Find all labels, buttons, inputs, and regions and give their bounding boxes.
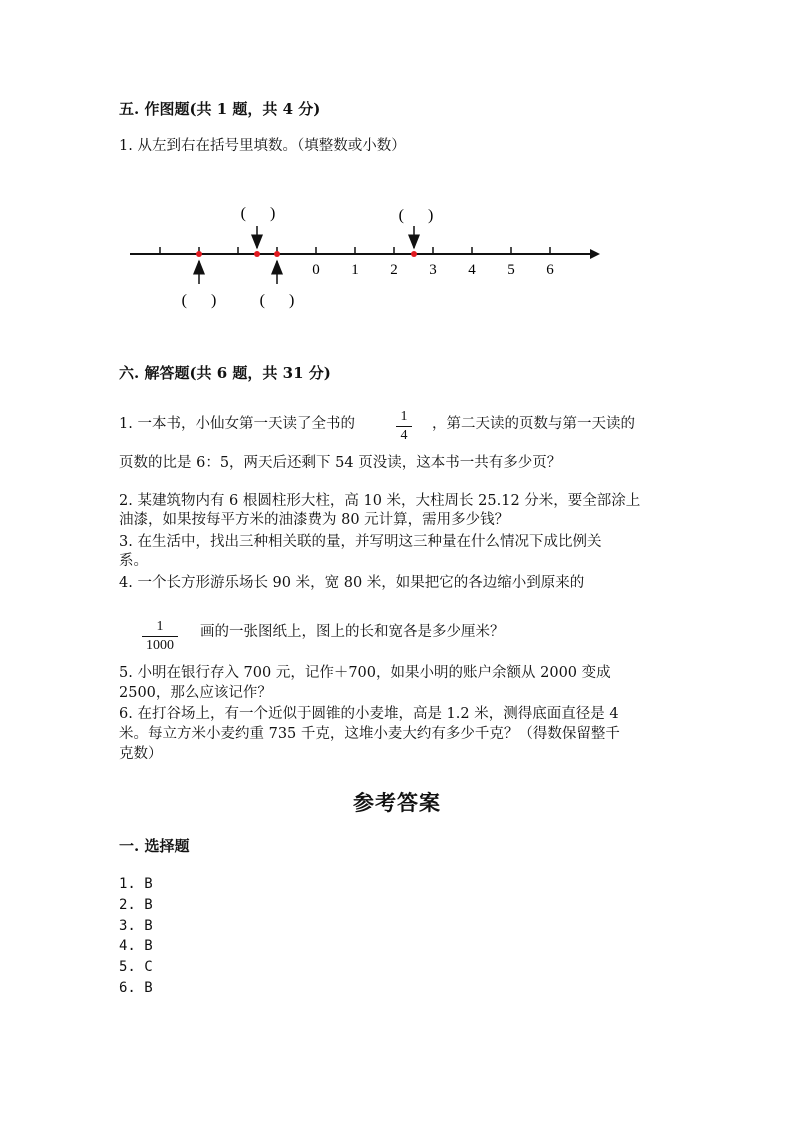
point-b <box>254 251 260 257</box>
q1-fraction <box>396 409 412 444</box>
section6-q6-line2: 米。每立方米小麦约重 735 千克，这堆小麦大约有多少千克？（得数保留整千 <box>119 726 620 742</box>
q4-fraction-numerator: 1 <box>156 619 164 634</box>
number-line-ticks <box>160 247 550 254</box>
q1-fraction-denominator: 4 <box>400 428 408 443</box>
tick-label-1: 1 <box>351 262 359 278</box>
section6-q6-line1: 6. 在打谷场上，有一个近似于圆锥的小麦堆，高是 1.2 米，测得底面直径是 4 <box>119 706 619 722</box>
point-c <box>274 251 280 257</box>
section6-q3-line2: 系。 <box>119 553 148 569</box>
tick-label-3: 3 <box>429 262 437 278</box>
tick-label-5: 5 <box>507 262 515 278</box>
section6-q1-part1: 1. 一本书，小仙女第一天读了全书的 <box>119 416 355 432</box>
section6-q2-line2: 油漆，如果按每平方米的油漆费为 80 元计算，需用多少钱？ <box>119 512 510 528</box>
answer-item-1: 1. B <box>119 876 153 892</box>
section6-q2-line1: 2. 某建筑物内有 6 根圆柱形大柱，高 10 米，大柱周长 25.12 分米，要全部涂上 <box>119 493 641 509</box>
answer-item-4: 4. B <box>119 938 153 954</box>
section6-heading: 六. 解答题(共 6 题，共 31 分) <box>119 364 331 382</box>
answer-bracket-c: ( ) <box>259 292 295 309</box>
section6-q1-part2: ，第二天读的页数与第一天读的 <box>432 416 635 432</box>
tick-label-4: 4 <box>468 262 476 278</box>
section6-q4-line1: 4. 一个长方形游乐场长 90 米，宽 80 米，如果把它的各边缩小到原来的 <box>119 575 585 591</box>
answers-section1-heading: 一. 选择题 <box>119 837 190 855</box>
number-line-figure <box>0 195 794 320</box>
point-a <box>196 251 202 257</box>
section6-q6-line3: 克数） <box>119 746 163 762</box>
answer-bracket-d: ( ) <box>398 207 434 224</box>
tick-label-0: 0 <box>312 262 320 278</box>
answer-bracket-a: ( ) <box>181 292 217 309</box>
answers-title: 参考答案 <box>353 790 441 815</box>
section6-q5-line2: 2500，那么应该记作？ <box>119 685 272 701</box>
section6-q5-line1: 5. 小明在银行存入 700 元，记作＋700，如果小明的账户余额从 2000 变成 <box>119 665 611 681</box>
section5-question-1: 1. 从左到右在括号里填数。（填整数或小数） <box>119 138 406 154</box>
answer-item-2: 2. B <box>119 897 153 913</box>
point-d <box>411 251 417 257</box>
section6-q3-line1: 3. 在生活中，找出三种相关联的量，并写明这三种量在什么情况下成比例关 <box>119 534 602 550</box>
q1-fraction-numerator: 1 <box>400 409 408 424</box>
answer-bracket-b: ( ) <box>240 205 276 222</box>
section5-heading: 五. 作图题(共 1 题，共 4 分) <box>119 100 321 118</box>
q4-fraction <box>142 619 178 654</box>
answer-item-3: 3. B <box>119 918 153 934</box>
tick-label-2: 2 <box>390 262 398 278</box>
tick-label-6: 6 <box>546 262 554 278</box>
number-line-arrow <box>590 249 600 259</box>
q4-fraction-denominator: 1000 <box>146 638 174 653</box>
number-line-tick-labels <box>312 262 554 278</box>
section6-q1-part3: 页数的比是 6：5，两天后还剩下 54 页没读，这本书一共有多少页？ <box>119 455 562 471</box>
answer-item-6: 6. B <box>119 980 153 996</box>
answer-item-5: 5. C <box>119 959 153 975</box>
section6-q4-line2: 画的一张图纸上，图上的长和宽各是多少厘米？ <box>200 624 505 640</box>
